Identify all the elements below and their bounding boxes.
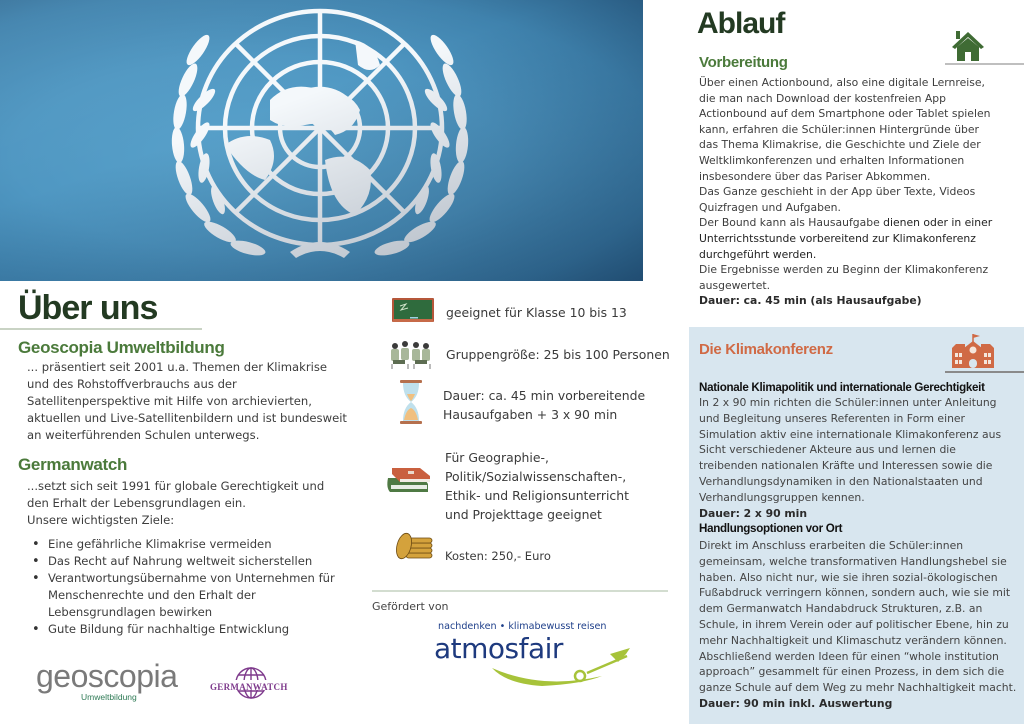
feature-subjects — [445, 448, 629, 524]
feature-duration-line2: Hausaufgaben + 3 x 90 min — [443, 407, 618, 422]
geoscopia-heading: Geoscopia Umweltbildung — [18, 338, 225, 357]
part2-duration: Dauer: 90 min inkl. Auswertung — [699, 696, 893, 710]
school-building-icon — [952, 334, 994, 368]
feature-subjects-line: Ethik- und Religionsunterricht — [445, 488, 629, 503]
sponsor-label: Gefördert von — [372, 600, 449, 613]
goal-item: • Eine gefährliche Klimakrise vermeiden — [30, 536, 350, 553]
feature-grade: geeignet für Klasse 10 bis 13 — [446, 305, 627, 320]
germanwatch-heading: Germanwatch — [18, 455, 128, 474]
home-icon — [951, 30, 985, 62]
geoscopia-logo-subtitle: Umweltbildung — [81, 692, 137, 702]
vorbereitung-paragraph — [699, 215, 999, 262]
feature-subjects-line: Politik/Sozialwissenschaften-, — [445, 469, 627, 484]
vorbereitung-p3-end: dienen oder in einer Unterrichtsstunde vorbereitend zur Klimakonferenz durchgeführt werden. — [699, 216, 993, 261]
part2-description: Direkt im Anschluss erarbeiten die Schüler:innen gemeinsam, welche transformativen Handlungshebel sie haben. Also nicht nur, wie sie ihren sozial-ökologischen Fußabdruck verringern können, sondern auch, wie sie mit dem Germanwatch Handabdruck Strukturen, z.B. an Schule, in ihrem Verein oder auf politischer Ebene, hin zu mehr Nachhaltigkeit und Klimaschutz verändern können. Abschließend werden Ideen für einen “whole institution approach” gesammelt für einen Prozess, in dem sich die ganze Schule auf dem Weg zu mehr Nachhaltigkeit macht. — [699, 539, 1017, 695]
klimakonferenz-heading: Die Klimakonferenz — [699, 341, 833, 358]
geoscopia-logo-word: geoscopia — [36, 658, 178, 694]
vorbereitung-p3-start: Der Bound kann als Hausaufgabe — [699, 216, 884, 230]
germanwatch-logo-word: GERMANWATCH — [210, 682, 288, 692]
feature-cost: Kosten: 250,- Euro — [445, 549, 551, 563]
part1-text — [699, 395, 1017, 521]
atmosfair-brand: atmosfair — [434, 632, 563, 665]
feature-duration — [443, 386, 645, 424]
germanwatch-intro: ...setzt sich seit 1991 für globale Gerechtigkeit und den Erhalt der Lebensgrundlagen ein. — [27, 479, 325, 510]
chalkboard-icon — [392, 298, 434, 324]
vorbereitung-duration: Dauer: ca. 45 min (als Hausaufgabe) — [699, 294, 922, 308]
vorbereitung-paragraph: Die Ergebnisse werden zu Beginn der Klimakonferenz ausgewertet. — [699, 263, 989, 292]
part1-heading: Nationale Klimapolitik und internationale Gerechtigkeit — [699, 381, 985, 394]
part1-description: In 2 x 90 min richten die Schüler:innen unter Anleitung und Begleitung unseres Referenten in Form einer Simulation aktiv eine internationale Klimakonferenz aus Sicht verschiedener Akteure aus und lernen die treibenden nationalen Kräfte und Interessen sowie die Verhandlungsdynamiken in den Nationalstaaten und Verhandlungsgruppen kennen. — [699, 396, 1002, 504]
about-divider — [0, 328, 202, 330]
part2-heading: Handlungsoptionen vor Ort — [699, 522, 843, 535]
vorbereitung-heading: Vorbereitung — [699, 54, 788, 71]
hourglass-icon — [400, 380, 422, 424]
goal-item: • Gute Bildung für nachhaltige Entwicklung — [30, 621, 350, 638]
coins-icon — [392, 531, 436, 561]
ablauf-title: Ablauf — [697, 7, 785, 40]
part2-text — [699, 538, 1017, 712]
vorbereitung-paragraph: Das Ganze geschieht in der App über Texte, Videos Quizfragen und Aufgaben. — [699, 185, 976, 214]
germanwatch-goals-list — [30, 536, 350, 638]
geoscopia-logo — [36, 658, 186, 704]
feature-group-size: Gruppengröße: 25 bis 100 Personen — [446, 347, 670, 362]
feature-subjects-line: und Projekttage geeignet — [445, 507, 602, 522]
feature-duration-line1: Dauer: ca. 45 min vorbereitende — [443, 388, 646, 403]
atmosfair-logo — [432, 618, 642, 690]
atmosfair-tagline: nachdenken • klimabewusst reisen — [438, 621, 607, 632]
group-discussion-icon — [388, 340, 434, 370]
vorbereitung-text — [699, 75, 999, 309]
feature-subjects-line: Für Geographie-, — [445, 450, 549, 465]
vorbereitung-paragraph: Über einen Actionbound, also eine digitale Lernreise, die man nach Download der kostenfreien App Actionbound auf dem Smartphone oder Tablet spielen kann, erfahren die Schüler:innen Hintergründe über das Thema Klimakrise, die Geschichte und Ziele der Weltklimkonferenzen und erhalten Informationen insbesondere über das Pariser Abkommen. — [699, 76, 991, 183]
goal-item: • Verantwortungsübernahme von Unternehmen für Menschenrechte und den Erhalt der Lebensgrundlagen bewirken — [30, 570, 350, 621]
goal-item: • Das Recht auf Nahrung weltweit sicherstellen — [30, 553, 350, 570]
germanwatch-goals-label: Unsere wichtigsten Ziele: — [27, 513, 175, 527]
part1-duration: Dauer: 2 x 90 min — [699, 506, 808, 520]
sponsor-divider — [372, 590, 668, 592]
hero-un-flag-image — [0, 0, 643, 281]
geoscopia-description: ... präsentiert seit 2001 u.a. Themen der Klimakrise und des Rohstoffverbrauchs aus der Satellitenperspektive mit Hilfe von archievierten, aktuellen und Live-Satellitenbildern und ist bundesweit an weiterführenden Schulen unterwegs. — [27, 360, 347, 442]
germanwatch-logo — [208, 665, 298, 703]
klimakonferenz-divider — [945, 371, 1024, 373]
books-icon — [386, 466, 434, 494]
germanwatch-description — [27, 478, 347, 529]
ablauf-divider — [945, 63, 1024, 65]
about-title: Über uns — [18, 289, 158, 327]
